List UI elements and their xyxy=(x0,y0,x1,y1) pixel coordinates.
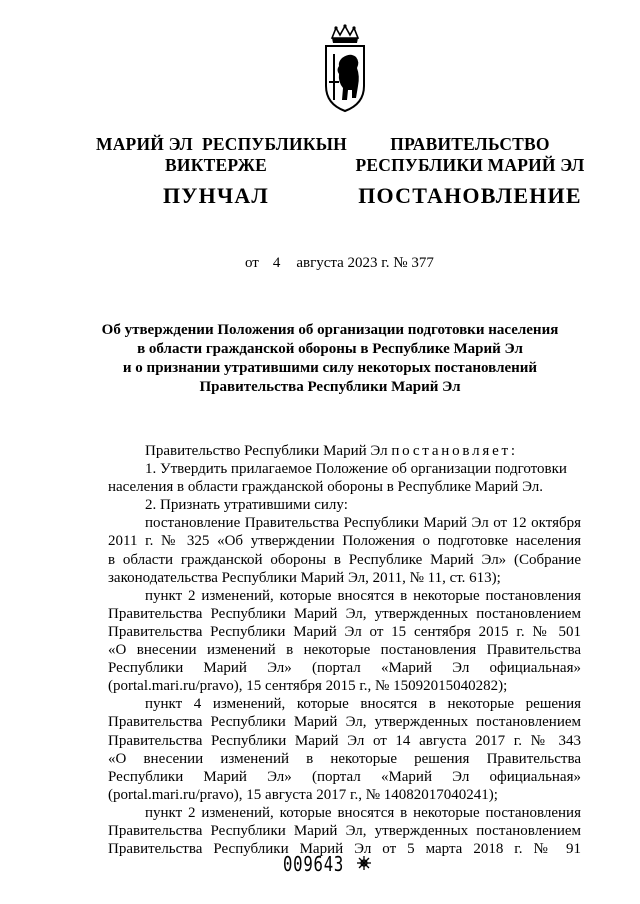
body-line: Республики Марий Эл» (портал «Марий Эл официальная» xyxy=(108,660,581,677)
title-line-4: Правительства Республики Марий Эл xyxy=(199,379,461,395)
intro-text: Правительство Республики Марий Эл xyxy=(145,443,392,459)
header-left-doc-type: ПУНЧАЛ xyxy=(163,183,269,208)
body-line: Правительства Республики Марий Эл от 5 марта 2018 г. № 91 xyxy=(108,841,581,858)
header-right-line2: РЕСПУБЛИКИ МАРИЙ ЭЛ xyxy=(355,155,585,175)
body-line: (portal.mari.ru/pravo), 15 августа 2017 г., № 14082017040241); xyxy=(108,786,498,803)
body-line: 2011 г. № 325 «Об утверждении Положения о подготовке населения xyxy=(108,533,581,550)
body-line: пункт 2 изменений, которые вносятся в некоторые постановления xyxy=(145,587,581,604)
title-line-3: и о признании утратившими силу некоторых постановлений xyxy=(122,360,538,376)
star-mark-icon xyxy=(356,855,372,871)
body-line: Правительства Республики Марий Эл от 15 сентября 2015 г. № 501 xyxy=(108,623,581,640)
body-line: Правительства Республики Марий Эл от 14 августа 2017 г. № 343 xyxy=(108,732,581,749)
date-line xyxy=(245,255,434,272)
intro-spaced-verb: постановляет: xyxy=(391,443,518,459)
body-line: постановление Правительства Республики Марий Эл от 12 октября xyxy=(145,515,581,532)
body-line: Правительства Республики Марий Эл, утвержденных постановлением xyxy=(108,714,581,731)
header-left-line2: ВИКТЕРЖЕ xyxy=(165,155,267,175)
serial-number: 009643 xyxy=(283,852,345,876)
title-line-1: Об утверждении Положения об организации подготовки населения xyxy=(101,322,559,338)
coat-of-arms-icon xyxy=(320,24,370,114)
body-line: населения в области гражданской обороны в Республике Марий Эл. xyxy=(108,479,544,496)
header-right-line1: ПРАВИТЕЛЬСТВО xyxy=(390,134,550,154)
body-line: Правительства Республики Марий Эл, утвержденных постановлением xyxy=(108,822,581,839)
body-line: «О внесении изменений в некоторые постановления Правительства xyxy=(108,642,581,659)
date-prefix: от xyxy=(245,255,259,271)
body-line: пункт 2 изменений, которые вносятся в некоторые постановления xyxy=(145,804,581,821)
body-line: законодательства Республики Марий Эл, 2011, № 11, ст. 613); xyxy=(108,569,501,586)
body-line: 2. Признать утратившими силу: xyxy=(145,497,348,514)
body-line: 1. Утвердить прилагаемое Положение об организации подготовки xyxy=(145,461,567,478)
body-line: Правительства Республики Марий Эл, утвержденных постановлением xyxy=(108,605,581,622)
date-day: 4 xyxy=(272,255,281,271)
date-rest: августа 2023 г. № 377 xyxy=(296,255,434,271)
title-line-2: в области гражданской обороны в Республике Марий Эл xyxy=(137,341,523,357)
body-line: (portal.mari.ru/pravo), 15 сентября 2015 г., № 15092015040282); xyxy=(108,678,508,695)
header-left-block xyxy=(96,134,347,208)
header-right-block xyxy=(350,134,590,206)
body-line: «О внесении изменений в некоторые решения Правительства xyxy=(108,750,581,767)
body-line: пункт 4 изменений, которые вносятся в некоторые решения xyxy=(145,696,581,713)
header-right-doc-type: ПОСТАНОВЛЕНИЕ xyxy=(358,183,582,208)
document-body xyxy=(108,442,581,858)
body-line: Республики Марий Эл» (портал «Марий Эл официальная» xyxy=(108,768,581,785)
header-left-line1: МАРИЙ ЭЛ РЕСПУБЛИКЫН xyxy=(96,134,347,154)
body-intro xyxy=(108,442,581,460)
body-line: в области гражданской обороны в Республике Марий Эл» (Собрание xyxy=(108,551,581,568)
document-title xyxy=(80,321,580,397)
